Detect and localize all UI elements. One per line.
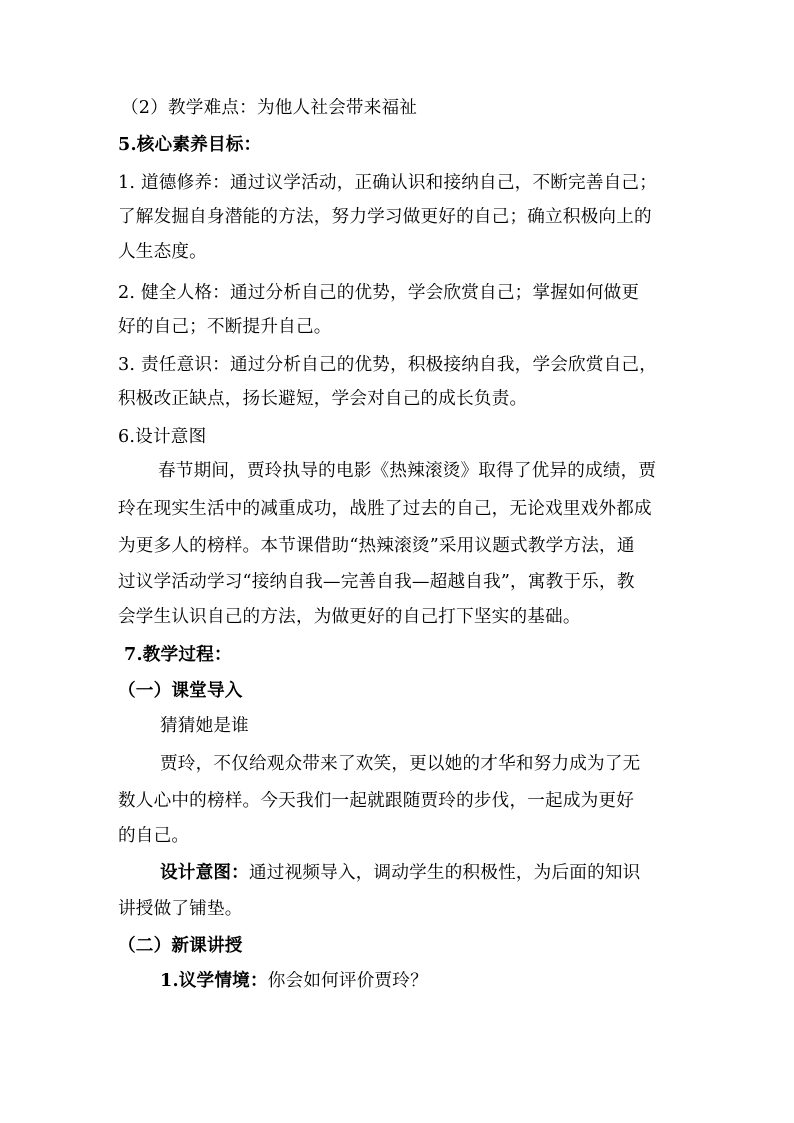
goal1-line2: 了解发掘自身潜能的方法，努力学习做更好的自己；确立积极向上的 [118, 207, 652, 227]
design-note-line2: 讲授做了铺垫。 [118, 899, 243, 919]
design-note-line1 [160, 861, 640, 885]
situation-line [160, 969, 428, 993]
design-note-text: 通过视频导入，调动学生的积极性，为后面的知识 [248, 863, 641, 883]
goal1-line3: 人生态度。 [118, 242, 207, 262]
goal2-line1: 2. 健全人格：通过分析自己的优势，学会欣赏自己；掌握如何做更 [118, 283, 640, 303]
design-para-line3: 为更多人的榜样。本节课借助“热辣滚烫”采用议题式教学方法，通 [118, 536, 635, 556]
design-para-line1: 春节期间，贾玲执导的电影《热辣滚烫》取得了优异的成绩，贾 [158, 461, 657, 481]
teaching-difficulty: （2）教学难点：为他人社会带来福祉 [121, 98, 418, 118]
teaching-process-heading: 7.教学过程： [124, 644, 232, 665]
intro-para-line1: 贾玲，不仅给观众带来了欢笑，更以她的才华和努力成为了无 [160, 754, 641, 774]
intro-para-line2: 数人心中的榜样。今天我们一起就跟随贾玲的步伐，一起成为更好 [118, 791, 635, 811]
design-para-line2: 玲在现实生活中的减重成功，战胜了过去的自己，无论戏里戏外都成 [118, 499, 652, 519]
design-intent-heading: 6.设计意图 [118, 427, 207, 447]
goal3-line2: 积极改正缺点，扬长避短，学会对自己的成长负责。 [118, 389, 528, 409]
design-note-label: 设计意图： [160, 862, 249, 883]
intro-para-line3: 的自己。 [118, 826, 190, 846]
guess-line: 猜猜她是谁 [160, 716, 249, 736]
section2-heading: （二）新课讲授 [118, 935, 243, 956]
core-goals-heading: 5.核心素养目标： [118, 134, 262, 155]
situation-label: 1.议学情境： [160, 970, 268, 991]
design-para-line5: 会学生认识自己的方法，为做更好的自己打下坚实的基础。 [118, 607, 581, 627]
goal3-line1: 3. 责任意识：通过分析自己的优势，积极接纳自我，学会欣赏自己， [118, 355, 658, 375]
design-para-line4: 过议学活动学习“接纳自我—完善自我—超越自我”，寓教于乐，教 [118, 572, 635, 592]
goal1-line1: 1. 道德修养：通过议学活动，正确认识和接纳自己，不断完善自己； [118, 173, 658, 193]
section1-heading: （一）课堂导入 [118, 680, 243, 701]
goal2-line2: 好的自己；不断提升自己。 [118, 317, 332, 337]
situation-text: 你会如何评价贾玲？ [267, 971, 428, 991]
